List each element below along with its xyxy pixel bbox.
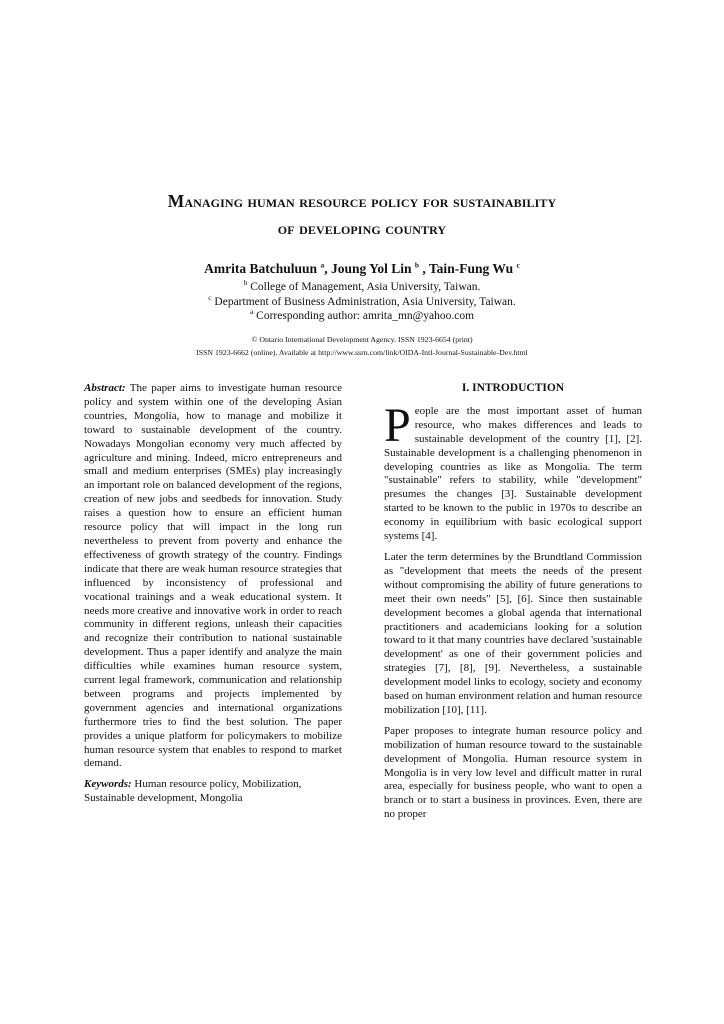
author-name: Joung Yol Lin — [330, 261, 412, 276]
left-column — [84, 382, 342, 813]
affiliation — [60, 278, 664, 293]
affiliation-superscript: a — [249, 307, 254, 317]
author-name: Amrita Batchuluun — [204, 261, 318, 276]
copyright-line: © Ontario International Development Agency. ISSN 1923-6654 (print) — [251, 335, 473, 344]
drop-cap: P — [384, 398, 411, 452]
intro-paragraph-1 — [384, 398, 642, 544]
affiliation-text: Department of Business Administration, Asia University, Taiwan. — [211, 296, 516, 308]
author-name: Tain-Fung Wu — [428, 261, 514, 276]
affiliation — [60, 293, 664, 308]
author-superscript: c — [516, 260, 520, 270]
author-list — [60, 261, 664, 277]
abstract-text: The paper aims to investigate human resource policy and system within one of the developing Asian countries, Mongolia, how to manage and mobilize it toward to sustainable development of the country. Nowadays Mongolian economy very much affected by agriculture and mining. Indeed, micro entrepreneurs and small and medium enterprises (SMEs) play increasingly an important role on balanced development of the regions, creation of new jobs and seedbeds for innovation. Study raises a question how to ensure an efficient human resource policy that will impact in the long run nevertheless to prevent from poverty and enhance the effectiveness of growth strategy of the country. Findings indicate that there are weak human resource strategies that influenced by inconsistency of professional and vocational trainings and a weak educational system. It needs more creative and innovative work in order to reach community in different regions, unleash their capacities and recognize their contribution to national sustainable development. Thus a paper identify and analyze the main difficulties while examines human resource system, current legal framework, communication and relationship between programs and projects implemented by government agencies and international organizations furthermore tries to find the best solution. The paper provides a unique platform for policymakers to mobilize human resource system that enables to respond to market demand. — [84, 382, 342, 770]
author-superscript: b — [414, 260, 420, 270]
author-superscript: a — [320, 260, 325, 270]
abstract — [84, 382, 342, 771]
keywords-label: Keywords: — [84, 778, 132, 791]
keywords-text: Human resource policy, Mobilization, Sustainable development, Mongolia — [84, 778, 302, 805]
issn-line: ISSN 1923-6662 (online). Available at http://www.ssrn.com/link/OIDA-Intl-Journal-Sustainable-Dev.html — [196, 348, 528, 357]
intro-paragraph-1-text: eople are the most important asset of human resource, who makes differences and leads to sustainable development of the country [1], [2]. Sustainable development is a challenging phenomenon in developing countries as like as Mongolia. The term "sustainable" refers to stability, while "development" presumes the changes [3]. Sustainable development started to be known to the public in 1970s to describe an economy in equilibrium with basic ecological support systems [4]. — [384, 404, 642, 543]
affiliation-superscript: b — [243, 278, 248, 288]
affiliation-superscript: c — [208, 293, 212, 303]
intro-paragraph-2: Later the term determines by the Brundtland Commission as "development that meets the needs of the present without compromising the ability of future generations to meet their own needs" [5], [6]. Since then sustainable development becomes a global agenda that international practitioners and academicians looking for a solution toward to it that many countries have declared 'sustainable development' as one of their government policies and strategies [7], [8], [9]. Nevertheless, a sustainable development model links to ecology, society and economy based on human environment relation and human resource mobilization [10], [11]. — [384, 550, 642, 716]
affiliation-text: College of Management, Asia University, Taiwan. — [247, 281, 481, 293]
title-line-1: Managing human resource policy for sustainability — [167, 191, 557, 211]
corresponding-author — [60, 307, 664, 322]
paper-title — [60, 188, 664, 242]
title-line-2: of developing country — [277, 218, 447, 238]
abstract-label: Abstract: — [84, 382, 126, 394]
author-separator: , — [324, 261, 331, 276]
author-separator: , — [419, 261, 429, 276]
affiliation-text: Corresponding author: amrita_mn@yahoo.com — [253, 310, 475, 322]
section-heading: I. INTRODUCTION — [461, 382, 565, 394]
keywords — [84, 778, 342, 806]
right-column — [384, 382, 642, 829]
intro-paragraph-3: Paper proposes to integrate human resource policy and mobilization of human resource toward to the sustainable development of Mongolia. Human resource system in Mongolia is in very low level and difficult matter in rural area, especially for business people, who want to open a branch or to start a business in provinces. Even, there are no proper — [384, 724, 642, 821]
